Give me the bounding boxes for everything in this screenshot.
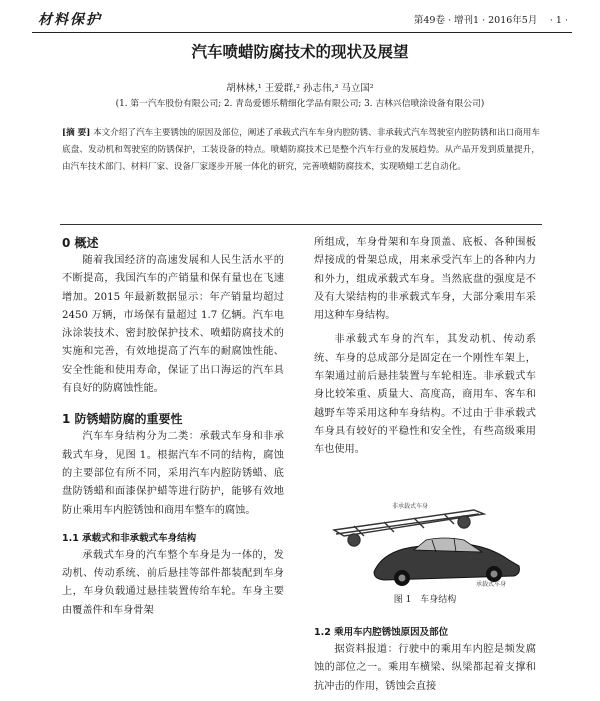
journal-name: 材料保护 bbox=[38, 12, 102, 28]
right-paragraph-1: 所组成，车身骨架和车身顶盖、底板、各种围板焊接成的骨架总成，用来承受汽车上的各种内力和外力，组成承载式车身。当然底盘的强度是不及有大梁结构的非承载式车身，大部分乘用车采用这种车身结构。 bbox=[314, 237, 536, 322]
authors: 胡林林,¹ 王爱群,² 孙志伟,³ 马立国² bbox=[226, 83, 374, 94]
figure-1-caption: 图 1 车身结构 bbox=[393, 595, 457, 605]
right-column-lower bbox=[314, 624, 536, 696]
section-0-paragraph: 随着我国经济的高速发展和人民生活水平的不断提高，我国汽车的产销量和保有量也在飞速增加。2015 年最新数据显示：年产销量均超过 2450 万辆，市场保有量超过 1.7 亿辆。汽车电泳涂装技术、密封胶保护技术、喷蜡防腐技术的实施和完善，有效地提高了汽车的耐腐蚀性能、安全性能和使用寿命，保证了出口海运的汽车具有良好的防腐蚀性能。 bbox=[62, 255, 284, 395]
section-1-2-paragraph: 据资料报道：行驶中的乘用车内腔是频发腐蚀的部位之一。乘用车横梁、纵梁都起着支撑和抗冲击的作用，锈蚀会直接 bbox=[314, 644, 536, 692]
section-1-1-paragraph: 承载式车身的汽车整个车身是为一体的，发动机、传动系统、前后悬挂等部件都装配到车身上，车身负载通过悬挂装置传给车轮。车身主要由覆盖件和车身骨架 bbox=[62, 549, 284, 616]
figure-1 bbox=[314, 500, 536, 588]
right-paragraph-2: 非承载式车身的汽车，其发动机、传动系统、车身的总成部分是固定在一个刚性车架上，车架通过前后悬挂装置与车轮相连。非承载式车身比较笨重、质量大、高度高，商用车、客车和越野车等采用这种车身结构。不过由于非承载式车身具有较好的平稳性和安全性，有些高级乘用车也使用。 bbox=[314, 334, 536, 456]
abstract bbox=[62, 125, 540, 175]
abstract-text: 本文介绍了汽车主要锈蚀的原因及部位，阐述了承载式汽车车身内腔防锈、非承载式汽车驾驶室内腔防锈和出口商用车底盘、发动机和驾驶室的防锈保护，工装设备的特点。喷蜡防腐技术已是整个汽车行业的发展趋势。从产品开发到质量提升，由汽车技术部门、材料厂家、设备厂家逐步开展一体化的研究，完善喷蜡防腐技术，实现喷蜡工艺自动化。 bbox=[62, 128, 540, 172]
paper-title: 汽车喷蜡防腐技术的现状及展望 bbox=[191, 43, 409, 61]
right-column bbox=[314, 234, 536, 460]
section-1-1-title: 1.1 承载式和非承载式车身结构 bbox=[62, 532, 197, 544]
section-divider bbox=[60, 224, 542, 225]
frame-label: 非承载式车身 bbox=[392, 503, 429, 510]
abstract-label: [摘 要] bbox=[62, 128, 91, 138]
left-column bbox=[62, 234, 284, 620]
journal-header bbox=[32, 8, 572, 33]
section-0-title: 0 概述 bbox=[62, 236, 99, 250]
car-body-illustration bbox=[314, 500, 536, 588]
section-1-paragraph: 汽车车身结构分为二类：承载式车身和非承载式车身，见图 1。根据汽车不同的结构，腐蚀的主要部位有所不同，采用汽车内腔防锈蜡、底盘防锈蜡和面漆保护蜡等进行防护，能够有效地防止乘用车内腔锈蚀和商用车整车的腐蚀。 bbox=[62, 431, 284, 516]
section-1-2-title: 1.2 乘用车内腔锈蚀原因及部位 bbox=[314, 627, 449, 638]
issue-info: 第49卷 · 增刊1 · 2016年5月 · 1 · bbox=[413, 15, 568, 26]
unibody-label: 承载式车身 bbox=[476, 581, 507, 588]
section-1-title: 1 防锈蜡防腐的重要性 bbox=[62, 412, 183, 427]
unibody-car-drawing bbox=[374, 538, 519, 586]
affiliations: (1. 第一汽车股份有限公司; 2. 青岛爱德乐精细化学品有限公司; 3. 吉林兴信喷涂设备有限公司) bbox=[115, 99, 485, 109]
